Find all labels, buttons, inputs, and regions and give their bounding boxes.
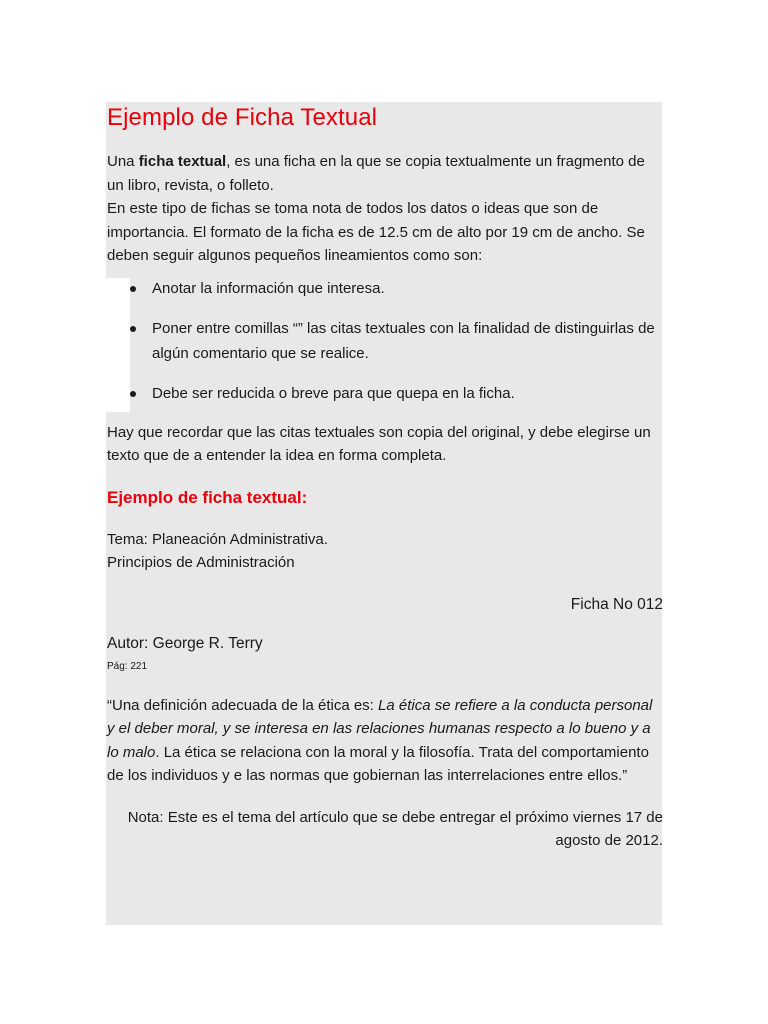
bullet-icon — [130, 391, 136, 397]
bullet-icon — [130, 286, 136, 292]
quote-rest: . La ética se relaciona con la moral y la filosofía. Trata del comportamiento de los individuos y e las normas que gobiernan las interrelaciones entre ellos.” — [107, 743, 649, 784]
intro-bold-term: ficha textual — [138, 153, 227, 170]
intro-paragraph-2: En este tipo de fichas se toma nota de todos los datos o ideas que son de importancia. El formato de la ficha es de 12.5 cm de alto por 19 cm de ancho. Se deben seguir algunos pequeños lineamientos como son: — [107, 200, 645, 264]
intro-paragraph — [107, 150, 663, 197]
example-quote — [107, 694, 663, 788]
list-item-text: Poner entre comillas “” las citas textuales con la finalidad de distinguirlas de algún comentario que se realice. — [152, 319, 655, 362]
nota-paragraph: Nota: Este es el tema del artículo que se debe entregar el próximo viernes 17 de agosto de 2012. — [127, 808, 663, 849]
document-body — [107, 102, 663, 853]
example-tema: Tema: Planeación Administrativa. — [107, 530, 328, 548]
quote-open: “Una definición adecuada de la ética es: — [107, 696, 379, 714]
guidelines-list — [107, 276, 663, 406]
list-item-text: Anotar la información que interesa. — [152, 279, 385, 297]
bullet-icon — [130, 326, 136, 332]
example-principios: Principios de Administración — [107, 554, 295, 571]
list-item — [107, 316, 663, 366]
list-item — [107, 276, 663, 301]
intro-prefix: Una — [107, 153, 139, 170]
example-author: Autor: George R. Terry — [107, 635, 263, 652]
quote-italic: La ética se refiere a la conducta personal y el deber moral, y se interesa en las relaciones humanas respecto a lo bueno y a lo malo — [107, 696, 653, 761]
list-item-text: Debe ser reducida o breve para que quepa en la ficha. — [152, 384, 515, 402]
example-heading: Ejemplo de ficha textual: — [107, 487, 308, 507]
page-title: Ejemplo de Ficha Textual — [107, 104, 378, 131]
example-page: Pág: 221 — [107, 660, 148, 672]
reminder-paragraph: Hay que recordar que las citas textuales son copia del original, y debe elegirse un texto que de a entender la idea en forma completa. — [107, 423, 651, 464]
ficha-number: Ficha No 012 — [570, 595, 663, 613]
list-item — [107, 381, 663, 406]
intro-rest: , es una ficha en la que se copia textualmente un fragmento de un libro, revista, o folleto. — [107, 153, 645, 194]
